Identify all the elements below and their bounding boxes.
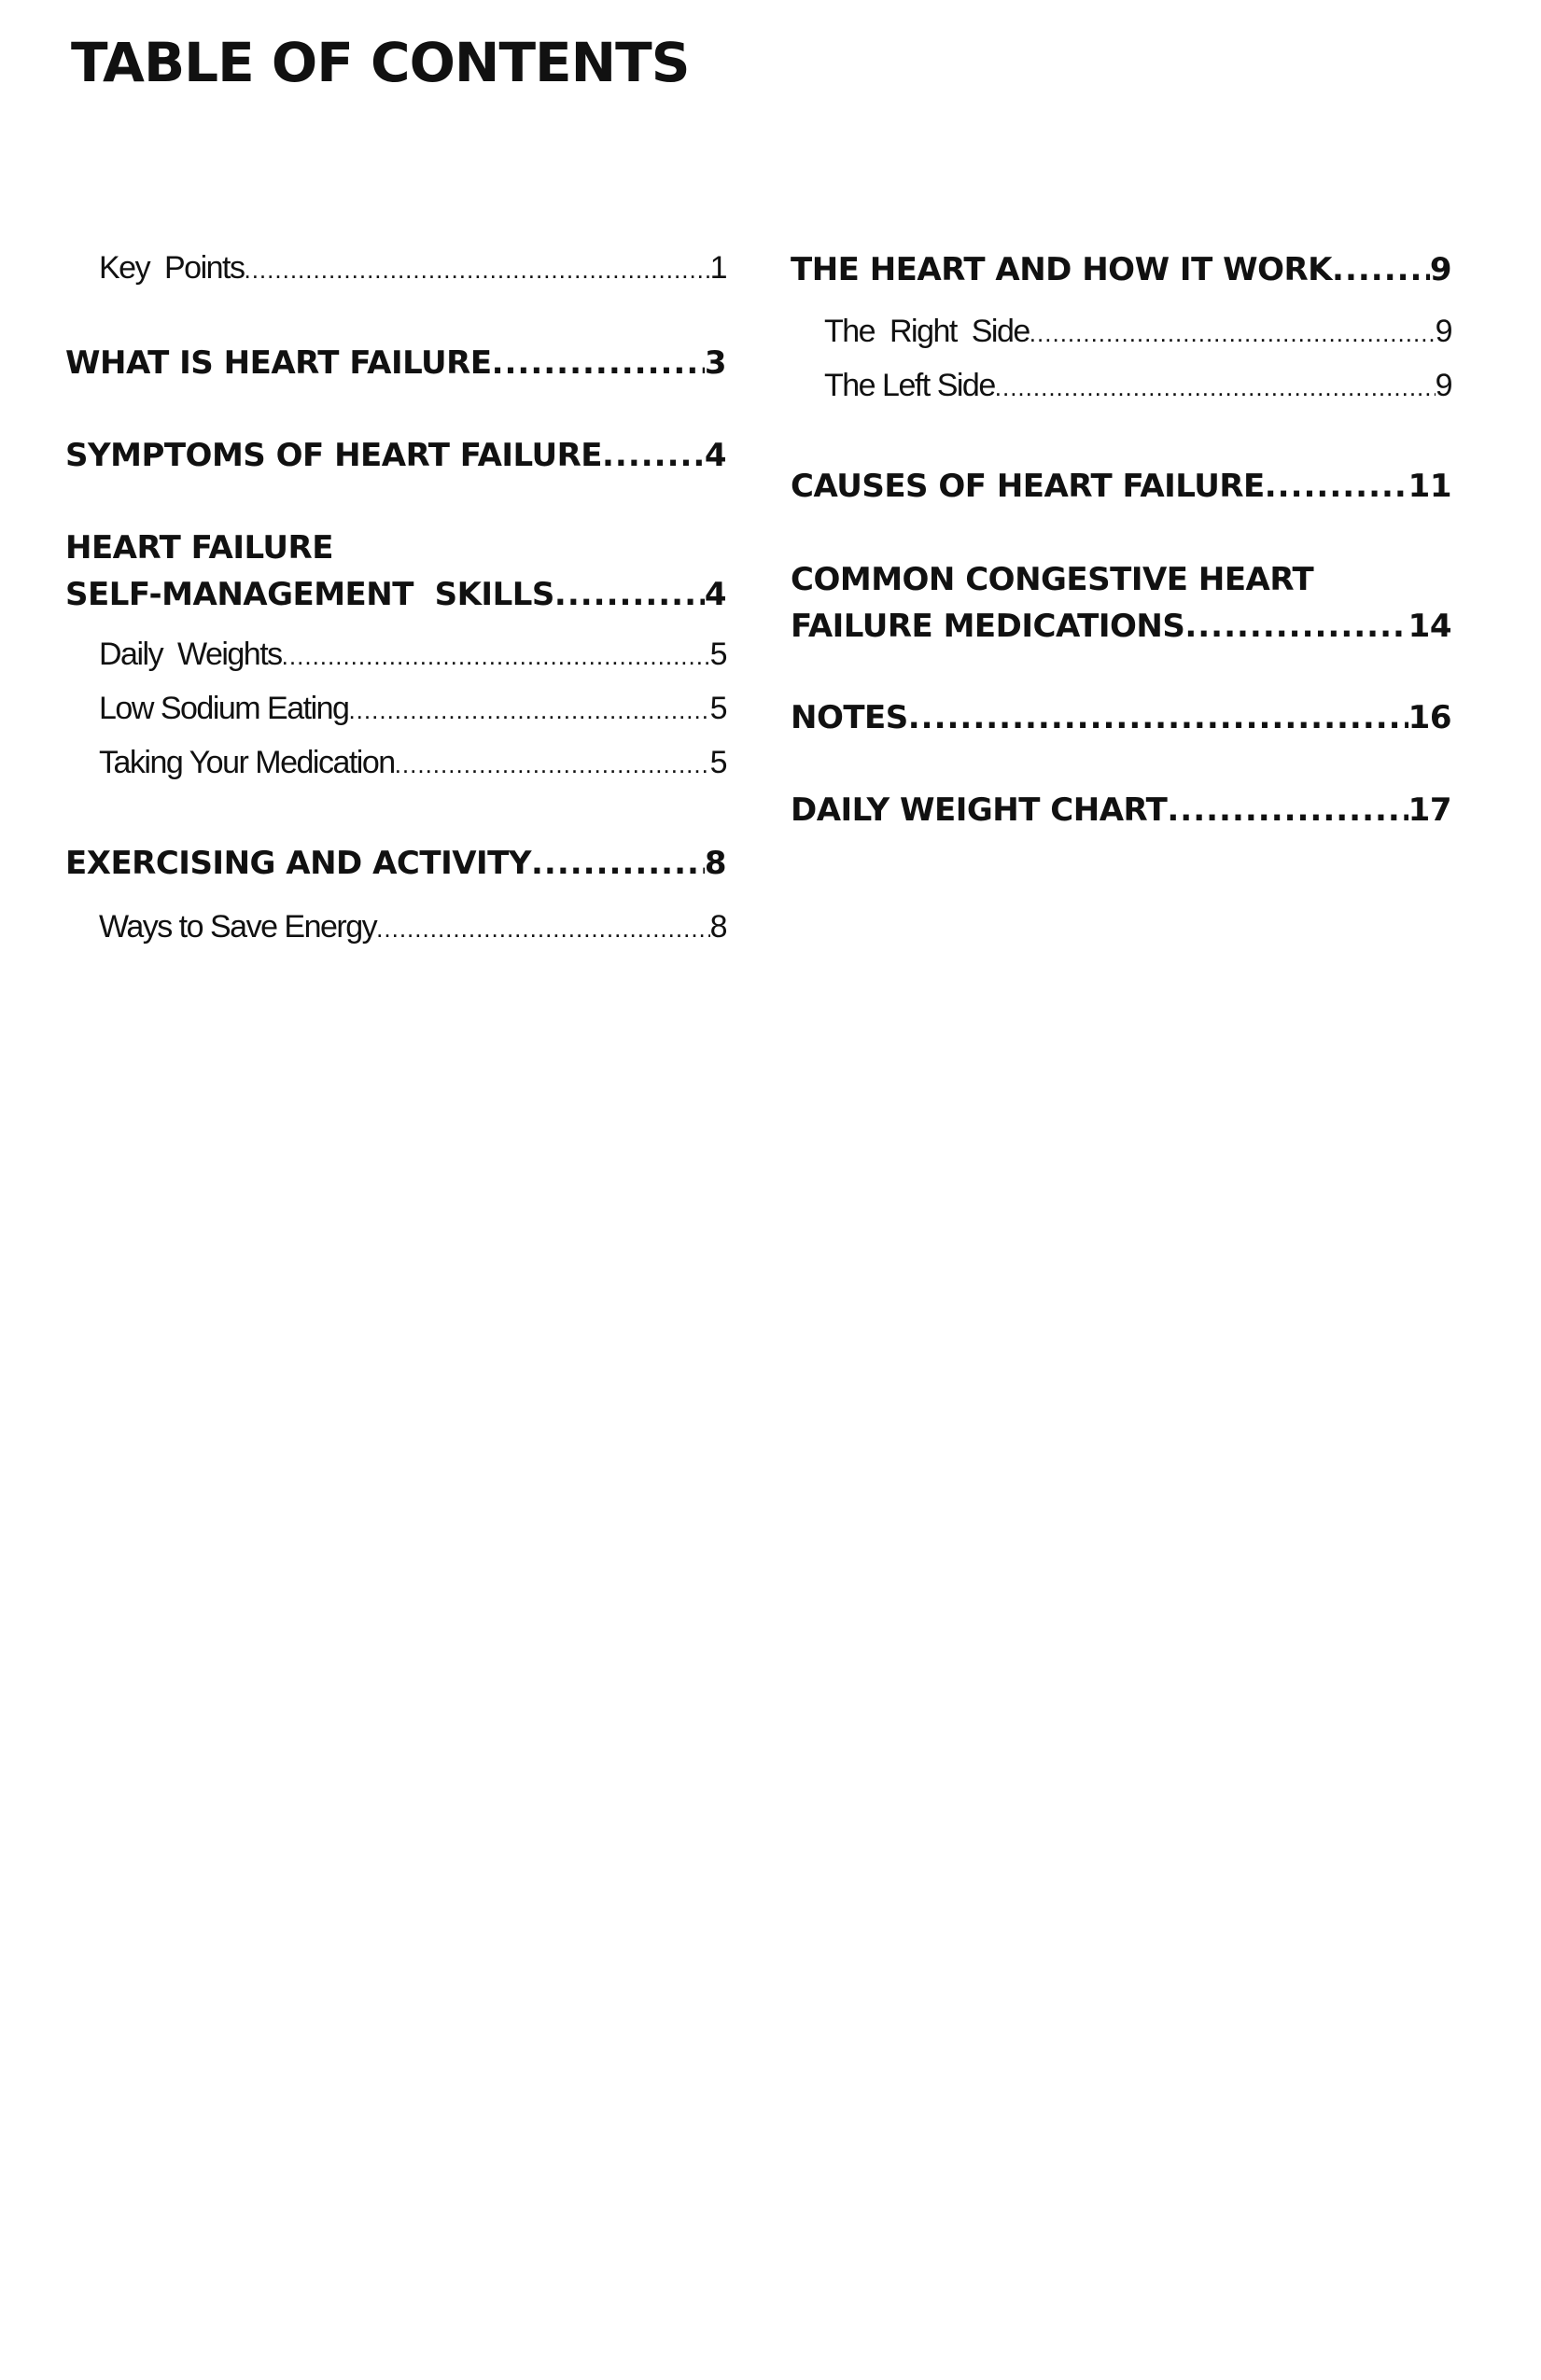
dot-leader bbox=[554, 579, 705, 610]
page-title: TABLE OF CONTENTS bbox=[71, 31, 690, 94]
toc-entry-notes[interactable] bbox=[791, 699, 1451, 736]
dot-leader bbox=[492, 347, 705, 379]
entry-title: Taking Your Medication bbox=[99, 745, 395, 780]
entry-page-number: 5 bbox=[709, 745, 726, 780]
entry-page-number: 5 bbox=[709, 637, 726, 672]
dot-leader bbox=[244, 252, 709, 284]
entry-page-number: 5 bbox=[709, 691, 726, 726]
entry-title: Ways to Save Energy bbox=[99, 909, 377, 945]
dot-leader bbox=[908, 702, 1408, 734]
entry-title: NOTES bbox=[791, 699, 908, 736]
entry-page-number: 11 bbox=[1408, 468, 1451, 505]
entry-title-line-2-row bbox=[65, 576, 726, 613]
toc-entry-exercising[interactable] bbox=[65, 845, 726, 882]
entry-title-line-2: FAILURE MEDICATIONS bbox=[791, 608, 1185, 645]
entry-title: The Left Side bbox=[824, 368, 995, 403]
toc-entry-symptoms[interactable] bbox=[65, 437, 726, 474]
dot-leader bbox=[1030, 315, 1436, 347]
toc-entry-low-sodium[interactable] bbox=[99, 693, 726, 724]
toc-entry-heart-how-it-works[interactable] bbox=[791, 251, 1451, 288]
entry-title: Key Points bbox=[99, 250, 245, 286]
entry-title-line-1: COMMON CONGESTIVE HEART bbox=[791, 561, 1314, 598]
toc-entry-what-is-heart-failure[interactable] bbox=[65, 344, 726, 382]
dot-leader bbox=[348, 693, 709, 724]
toc-entry-taking-medication[interactable] bbox=[99, 747, 726, 778]
entry-page-number: 14 bbox=[1408, 608, 1451, 645]
dot-leader bbox=[602, 440, 705, 471]
dot-leader bbox=[282, 638, 710, 670]
entry-title: DAILY WEIGHT CHART bbox=[791, 791, 1168, 829]
entry-page-number: 4 bbox=[704, 437, 726, 474]
dot-leader bbox=[395, 747, 710, 778]
entry-page-number: 9 bbox=[1435, 368, 1451, 403]
entry-page-number: 9 bbox=[1429, 251, 1451, 288]
entry-title: CAUSES OF HEART FAILURE bbox=[791, 468, 1265, 505]
entry-page-number: 1 bbox=[709, 250, 726, 286]
entry-title: THE HEART AND HOW IT WORK bbox=[791, 251, 1333, 288]
toc-entry-weight-chart[interactable] bbox=[791, 791, 1451, 829]
entry-title: Daily Weights bbox=[99, 637, 282, 672]
entry-title: WHAT IS HEART FAILURE bbox=[65, 344, 492, 382]
entry-page-number: 3 bbox=[704, 344, 726, 382]
dot-leader bbox=[1265, 470, 1408, 502]
dot-leader bbox=[376, 911, 709, 943]
toc-entry-left-side[interactable] bbox=[824, 370, 1451, 401]
dot-leader bbox=[1332, 254, 1430, 286]
toc-entry-self-management[interactable] bbox=[65, 529, 726, 613]
dot-leader bbox=[1167, 794, 1408, 826]
toc-entry-save-energy[interactable] bbox=[99, 911, 726, 943]
entry-page-number: 16 bbox=[1408, 699, 1451, 736]
entry-page-number: 9 bbox=[1435, 314, 1451, 349]
toc-entry-causes[interactable] bbox=[791, 468, 1451, 505]
dot-leader bbox=[531, 847, 705, 879]
entry-page-number: 8 bbox=[709, 909, 726, 945]
entry-page-number: 17 bbox=[1408, 791, 1451, 829]
toc-entry-right-side[interactable] bbox=[824, 315, 1451, 347]
entry-title-line-2-row bbox=[791, 608, 1451, 645]
entry-title-line-2: SELF-MANAGEMENT SKILLS bbox=[65, 576, 554, 613]
entry-title: EXERCISING AND ACTIVITY bbox=[65, 845, 531, 882]
entry-title: The Right Side bbox=[824, 314, 1030, 349]
entry-page-number: 8 bbox=[704, 845, 726, 882]
entry-title: SYMPTOMS OF HEART FAILURE bbox=[65, 437, 603, 474]
entry-page-number: 4 bbox=[704, 576, 726, 613]
toc-entry-daily-weights[interactable] bbox=[99, 638, 726, 670]
dot-leader bbox=[995, 370, 1436, 401]
toc-entry-medications[interactable] bbox=[791, 561, 1451, 645]
entry-title-line-1: HEART FAILURE bbox=[65, 529, 333, 567]
dot-leader bbox=[1184, 610, 1408, 642]
toc-entry-key-points[interactable] bbox=[99, 252, 726, 284]
entry-title: Low Sodium Eating bbox=[99, 691, 349, 726]
